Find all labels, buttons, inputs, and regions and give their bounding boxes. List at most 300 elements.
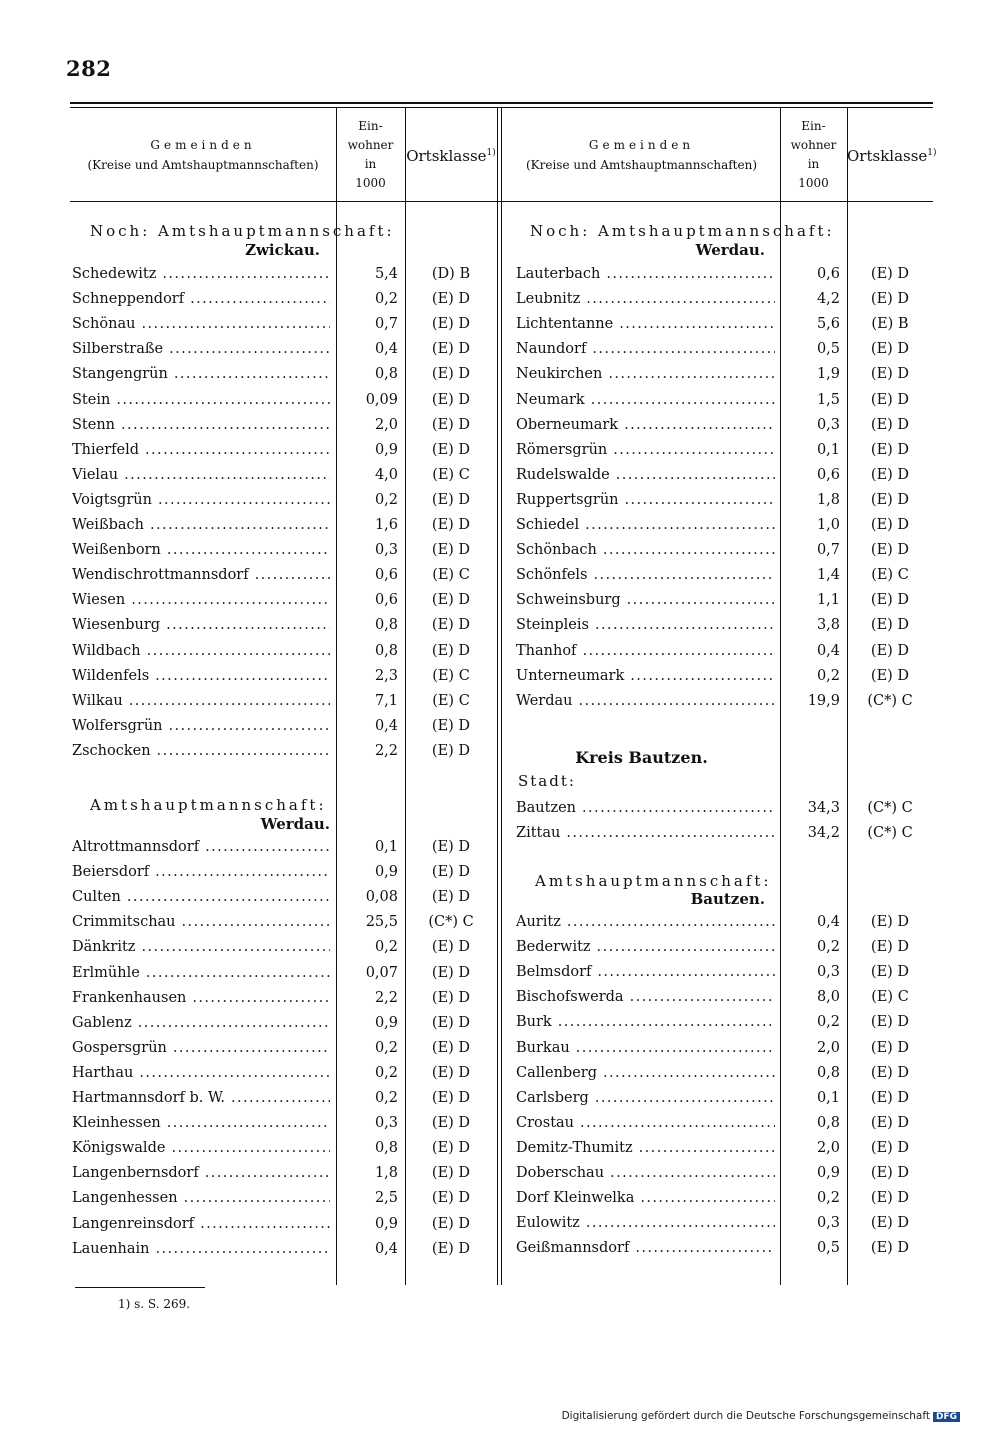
municipality-name: Culten ..... — [72, 885, 330, 910]
population-value: 0,3 — [816, 964, 840, 981]
location-class: (E) D — [870, 491, 910, 508]
population-value: 0,2 — [816, 1014, 840, 1031]
location-class: (E) D — [431, 1090, 471, 1106]
location-class: (E) D — [870, 466, 910, 483]
table-row — [72, 538, 497, 563]
table-row — [516, 1161, 933, 1186]
header-name-line2: (Kreise und Amtshauptmannschaften) — [525, 158, 758, 172]
location-class: (E) D — [431, 366, 471, 383]
location-class: (E) D — [870, 964, 910, 981]
right-section-title: Noch: Amtshauptmannschaft: — [530, 222, 835, 240]
right-header-pop — [780, 117, 847, 193]
municipality-name: Crostau ..... — [516, 1111, 775, 1136]
population-value: 0,2 — [374, 1064, 398, 1081]
table-row — [516, 513, 933, 538]
population-value: 0,5 — [816, 341, 840, 358]
table-row — [72, 689, 497, 714]
population-value: 0,9 — [816, 1165, 840, 1181]
header-pop-line: Ein- — [358, 119, 383, 133]
location-class: (E) D — [870, 1165, 910, 1181]
right-section2-title: Amtshauptmannschaft: — [535, 872, 772, 890]
location-class: (E) D — [431, 416, 471, 433]
table-row — [72, 613, 497, 638]
population-value: 5,4 — [374, 266, 398, 282]
municipality-name: Schönfels ..... — [516, 563, 775, 588]
population-value: 0,8 — [374, 642, 398, 659]
header-pop-line: wohner — [347, 138, 394, 152]
table-row — [72, 312, 497, 337]
table-row — [516, 312, 933, 337]
municipality-name: Zittau ..... — [516, 821, 775, 846]
location-class: (E) D — [431, 491, 471, 508]
location-class: (E) D — [431, 1039, 471, 1056]
footnote-rule — [75, 1287, 205, 1288]
table-row — [516, 935, 933, 960]
population-value: 0,4 — [374, 1240, 398, 1257]
table-row — [72, 563, 497, 588]
municipality-name: Stangengrün ..... — [72, 362, 330, 387]
location-class: (E) D — [431, 939, 471, 956]
location-class: (E) C — [871, 989, 909, 1006]
location-class: (E) D — [431, 391, 471, 408]
municipality-name: Wendischrottmannsdorf ..... — [72, 563, 330, 588]
header-name-line2: (Kreise und Amtshauptmannschaften) — [87, 158, 319, 172]
municipality-name: Lauenhain ..... — [72, 1237, 330, 1262]
table-row — [516, 262, 933, 287]
table-row — [72, 935, 497, 960]
population-value: 0,1 — [816, 441, 840, 458]
population-value: 0,7 — [816, 542, 840, 559]
municipality-name: Lauterbach ..... — [516, 262, 775, 287]
table-row — [72, 664, 497, 689]
location-class: (E) D — [431, 1190, 471, 1207]
table-row — [72, 1212, 497, 1237]
location-class: (C*) C — [867, 825, 913, 842]
location-class: (E) D — [431, 592, 471, 609]
table-row — [516, 438, 933, 463]
location-class: (E) D — [431, 1064, 471, 1081]
location-class: (E) D — [870, 366, 910, 383]
header-pop-line: 1000 — [798, 176, 829, 190]
population-value: 0,6 — [816, 266, 840, 282]
location-class: (E) D — [431, 1014, 471, 1031]
population-value: 0,6 — [374, 567, 398, 584]
population-value: 0,2 — [816, 939, 840, 956]
population-value: 1,5 — [816, 391, 840, 408]
municipality-name: Altrottmannsdorf ..... — [72, 835, 330, 860]
municipality-name: Langenhessen ..... — [72, 1186, 330, 1211]
footnote: 1) s. S. 269. — [118, 1297, 191, 1311]
population-value: 0,2 — [374, 1090, 398, 1106]
municipality-name: Kleinhessen ..... — [72, 1111, 330, 1136]
population-value: 2,2 — [374, 742, 398, 759]
table-row — [516, 362, 933, 387]
location-class: (E) D — [870, 1114, 910, 1131]
table-row — [72, 714, 497, 739]
table-row — [516, 413, 933, 438]
municipality-name: Eulowitz ..... — [516, 1211, 775, 1236]
population-value: 0,2 — [374, 939, 398, 956]
municipality-name: Wiesenburg ..... — [72, 613, 330, 638]
population-value: 0,8 — [374, 617, 398, 634]
municipality-name: Schönau ..... — [72, 312, 330, 337]
municipality-name: Wiesen ..... — [72, 588, 330, 613]
table-row — [72, 1036, 497, 1061]
municipality-name: Dänkritz ..... — [72, 935, 330, 960]
right-header-class — [847, 147, 937, 165]
municipality-name: Harthau ..... — [72, 1061, 330, 1086]
municipality-name: Demitz-Thumitz ..... — [516, 1136, 775, 1161]
location-class: (E) D — [870, 1039, 910, 1056]
table-row — [72, 488, 497, 513]
population-value: 0,9 — [374, 441, 398, 458]
population-value: 0,4 — [816, 642, 840, 659]
location-class: (E) D — [870, 1215, 910, 1232]
municipality-name: Doberschau ..... — [516, 1161, 775, 1186]
table-row — [72, 1061, 497, 1086]
population-value: 0,8 — [374, 366, 398, 383]
municipality-name: Belmsdorf ..... — [516, 960, 775, 985]
municipality-name: Silberstraße ..... — [72, 337, 330, 362]
table-row — [516, 960, 933, 985]
municipality-name: Burkau ..... — [516, 1036, 775, 1061]
table-row — [516, 538, 933, 563]
location-class: (E) C — [871, 567, 909, 584]
table-row — [516, 689, 933, 714]
population-value: 34,3 — [807, 800, 840, 816]
location-class: (E) D — [431, 617, 471, 634]
municipality-name: Schedewitz ..... — [72, 262, 330, 287]
location-class: (E) D — [870, 592, 910, 609]
population-value: 0,07 — [365, 964, 398, 981]
population-value: 0,2 — [374, 491, 398, 508]
table-row — [72, 262, 497, 287]
population-value: 0,9 — [374, 1014, 398, 1031]
municipality-name: Leubnitz ..... — [516, 287, 775, 312]
location-class: (E) D — [431, 1215, 471, 1232]
table-row — [516, 613, 933, 638]
population-value: 0,08 — [365, 889, 398, 906]
municipality-name: Wildbach ..... — [72, 639, 330, 664]
population-value: 0,8 — [816, 1064, 840, 1081]
municipality-name: Unterneumark ..... — [516, 664, 775, 689]
right-section-sub: Werdau. — [695, 241, 765, 259]
page-number: 282 — [66, 56, 112, 81]
table-row — [516, 588, 933, 613]
header-class-footnote: 1) — [486, 148, 496, 158]
municipality-name: Schönbach ..... — [516, 538, 775, 563]
location-class: (E) D — [870, 1014, 910, 1031]
location-class: (E) D — [431, 839, 471, 855]
table-row — [72, 413, 497, 438]
location-class: (E) C — [432, 667, 470, 684]
population-value: 4,0 — [374, 466, 398, 483]
population-value: 8,0 — [816, 989, 840, 1006]
population-value: 0,7 — [374, 316, 398, 333]
center-double-separator — [497, 108, 502, 1285]
location-class: (E) D — [431, 717, 471, 734]
location-class: (E) D — [431, 441, 471, 458]
table-row — [516, 1186, 933, 1211]
population-value: 2,3 — [374, 667, 398, 684]
left-section-sub: Zwickau. — [245, 241, 320, 259]
population-value: 1,8 — [374, 1165, 398, 1182]
municipality-name: Hartmannsdorf b. W. ..... — [72, 1086, 330, 1111]
municipality-name: Ruppertsgrün ..... — [516, 488, 775, 513]
location-class: (E) D — [431, 742, 471, 759]
location-class: (E) D — [431, 889, 471, 906]
right-header-name — [503, 135, 780, 175]
population-value: 19,9 — [807, 692, 840, 709]
table-row — [516, 488, 933, 513]
population-value: 0,3 — [374, 1115, 398, 1132]
municipality-name: Vielau ..... — [72, 463, 330, 488]
left-header-pop — [336, 117, 405, 193]
population-value: 0,09 — [365, 391, 398, 408]
location-class: (E) D — [431, 1115, 471, 1132]
location-class: (E) D — [431, 989, 471, 1006]
location-class: (E) D — [870, 1139, 910, 1156]
location-class: (E) D — [870, 914, 910, 930]
header-pop-line: Ein- — [801, 119, 826, 133]
population-value: 0,2 — [374, 291, 398, 308]
table-row — [72, 910, 497, 935]
municipality-name: Frankenhausen ..... — [72, 986, 330, 1011]
municipality-name: Wilkau ..... — [72, 689, 330, 714]
population-value: 0,9 — [374, 1215, 398, 1232]
table-row — [72, 362, 497, 387]
table-row — [72, 986, 497, 1011]
municipality-name: Römersgrün ..... — [516, 438, 775, 463]
municipality-name: Königswalde ..... — [72, 1136, 330, 1161]
municipality-name: Weißbach ..... — [72, 513, 330, 538]
population-value: 0,3 — [816, 416, 840, 433]
table-row — [516, 1136, 933, 1161]
municipality-name: Wildenfels ..... — [72, 664, 330, 689]
location-class: (E) D — [870, 617, 910, 634]
header-pop-line: wohner — [790, 138, 837, 152]
municipality-name: Oberneumark ..... — [516, 413, 775, 438]
population-value: 0,6 — [816, 466, 840, 483]
footer-credit — [562, 1410, 960, 1422]
population-value: 5,6 — [816, 316, 840, 333]
municipality-name: Lichtentanne ..... — [516, 312, 775, 337]
table-row — [516, 563, 933, 588]
table-row — [72, 860, 497, 885]
table-row — [516, 639, 933, 664]
left-section-title: Noch: Amtshauptmannschaft: — [90, 222, 395, 240]
table-row — [72, 1136, 497, 1161]
municipality-name: Dorf Kleinwelka ..... — [516, 1186, 775, 1211]
population-value: 0,8 — [374, 1140, 398, 1157]
population-value: 1,8 — [816, 491, 840, 508]
population-value: 1,1 — [816, 592, 840, 609]
location-class: (E) D — [431, 542, 471, 559]
table-row — [516, 1010, 933, 1035]
table-row — [72, 835, 497, 860]
left-header-class — [405, 147, 497, 165]
population-value: 0,2 — [374, 1039, 398, 1056]
location-class: (E) C — [432, 692, 470, 709]
municipality-name: Gablenz ..... — [72, 1011, 330, 1036]
location-class: (E) D — [870, 416, 910, 433]
population-value: 0,6 — [374, 592, 398, 609]
location-class: (E) D — [431, 964, 471, 981]
table-row — [72, 1186, 497, 1211]
municipality-name: Bautzen ..... — [516, 796, 775, 821]
municipality-name: Zschocken ..... — [72, 739, 330, 764]
left-section2-sub: Werdau. — [260, 815, 330, 833]
municipality-name: Weißenborn ..... — [72, 538, 330, 563]
location-class: (E) D — [870, 1190, 910, 1207]
municipality-name: Werdau ..... — [516, 689, 775, 714]
municipality-name: Langenreinsdorf ..... — [72, 1212, 330, 1237]
table-row — [516, 1211, 933, 1236]
municipality-name: Schneppendorf ..... — [72, 287, 330, 312]
municipality-name: Naundorf ..... — [516, 337, 775, 362]
population-value: 34,2 — [807, 825, 840, 842]
table-row — [516, 463, 933, 488]
location-class: (E) D — [870, 1064, 910, 1081]
population-value: 1,4 — [816, 567, 840, 584]
municipality-name: Burk ..... — [516, 1010, 775, 1035]
population-value: 1,0 — [816, 517, 840, 533]
header-name-line1: Gemeinden — [150, 138, 256, 152]
population-value: 0,3 — [816, 1215, 840, 1232]
location-class: (E) D — [431, 341, 471, 358]
population-value: 0,4 — [374, 717, 398, 734]
municipality-name: Thierfeld ..... — [72, 438, 330, 463]
location-class: (E) D — [870, 939, 910, 956]
footer-credit-text: Digitalisierung gefördert durch die Deutsche Forschungsgemeinschaft — [561, 1410, 930, 1422]
location-class: (E) B — [871, 316, 909, 333]
table-row — [516, 1111, 933, 1136]
municipality-name: Geißmannsdorf ..... — [516, 1236, 775, 1261]
location-class: (E) D — [431, 1140, 471, 1157]
table-row — [72, 639, 497, 664]
table-row — [516, 821, 933, 846]
location-class: (E) D — [431, 642, 471, 659]
dfg-logo: DFG — [933, 1412, 960, 1422]
population-value: 0,8 — [816, 1114, 840, 1131]
table-row — [72, 1237, 497, 1262]
municipality-name: Carlsberg ..... — [516, 1086, 775, 1111]
table-row — [516, 796, 933, 821]
municipality-name: Auritz ..... — [516, 910, 775, 935]
location-class: (E) D — [870, 542, 910, 559]
population-value: 0,2 — [816, 1190, 840, 1207]
table-row — [72, 287, 497, 312]
location-class: (C*) C — [428, 914, 474, 931]
population-value: 1,6 — [374, 517, 398, 533]
right-section2-sub: Bautzen. — [690, 890, 765, 908]
population-value: 2,0 — [816, 1139, 840, 1156]
header-pop-line: in — [364, 157, 377, 171]
population-value: 2,5 — [374, 1190, 398, 1207]
table-row — [72, 885, 497, 910]
municipality-name: Bederwitz ..... — [516, 935, 775, 960]
table-row — [516, 337, 933, 362]
population-value: 2,0 — [374, 416, 398, 433]
kreis-title: Kreis Bautzen. — [575, 748, 708, 767]
municipality-name: Neukirchen ..... — [516, 362, 775, 387]
table-row — [72, 337, 497, 362]
header-pop-line: in — [807, 157, 820, 171]
location-class: (E) D — [870, 517, 910, 533]
table-row — [516, 1036, 933, 1061]
location-class: (E) D — [870, 341, 910, 358]
location-class: (D) B — [431, 266, 471, 282]
population-value: 0,1 — [374, 839, 398, 855]
location-class: (E) D — [870, 667, 910, 684]
population-value: 0,4 — [816, 914, 840, 930]
location-class: (C*) C — [867, 800, 913, 816]
header-name-line1: Gemeinden — [588, 138, 695, 152]
population-value: 7,1 — [374, 692, 398, 709]
table-row — [516, 1236, 933, 1261]
population-value: 0,4 — [374, 341, 398, 358]
population-value: 25,5 — [365, 914, 398, 931]
location-class: (E) D — [870, 642, 910, 659]
table-row — [516, 910, 933, 935]
table-row — [72, 513, 497, 538]
table-row — [516, 1061, 933, 1086]
table-row — [72, 1161, 497, 1186]
location-class: (E) D — [431, 517, 471, 533]
table-row — [72, 1011, 497, 1036]
municipality-name: Erlmühle ..... — [72, 961, 330, 986]
location-class: (E) D — [431, 864, 471, 881]
location-class: (E) D — [431, 1240, 471, 1257]
population-value: 0,3 — [374, 542, 398, 559]
left-section2-title: Amtshauptmannschaft: — [90, 796, 327, 814]
location-class: (E) C — [432, 567, 470, 584]
population-value: 2,2 — [374, 989, 398, 1006]
table-row — [516, 985, 933, 1010]
header-bottom-rule — [70, 201, 933, 202]
municipality-name: Crimmitschau ..... — [72, 910, 330, 935]
location-class: (E) D — [870, 441, 910, 458]
population-value: 3,8 — [816, 617, 840, 634]
municipality-name: Schweinsburg ..... — [516, 588, 775, 613]
stadt-label: Stadt: — [518, 772, 576, 790]
location-class: (E) D — [431, 291, 471, 308]
municipality-name: Callenberg ..... — [516, 1061, 775, 1086]
table-row — [516, 1086, 933, 1111]
table-row — [72, 739, 497, 764]
header-pop-line: 1000 — [355, 176, 386, 190]
municipality-name: Steinpleis ..... — [516, 613, 775, 638]
population-value: 0,9 — [374, 864, 398, 881]
municipality-name: Stein ..... — [72, 388, 330, 413]
table-row — [72, 1086, 497, 1111]
municipality-name: Schiedel ..... — [516, 513, 775, 538]
population-value: 0,2 — [816, 667, 840, 684]
location-class: (E) D — [870, 266, 910, 282]
table-row — [72, 1111, 497, 1136]
population-value: 0,1 — [816, 1089, 840, 1106]
location-class: (E) D — [870, 391, 910, 408]
municipality-name: Langenbernsdorf ..... — [72, 1161, 330, 1186]
location-class: (E) D — [431, 316, 471, 333]
population-value: 4,2 — [816, 291, 840, 308]
population-value: 0,5 — [816, 1240, 840, 1257]
municipality-name: Gospersgrün ..... — [72, 1036, 330, 1061]
table-row — [516, 664, 933, 689]
location-class: (E) C — [432, 466, 470, 483]
location-class: (E) D — [870, 291, 910, 308]
population-value: 1,9 — [816, 366, 840, 383]
